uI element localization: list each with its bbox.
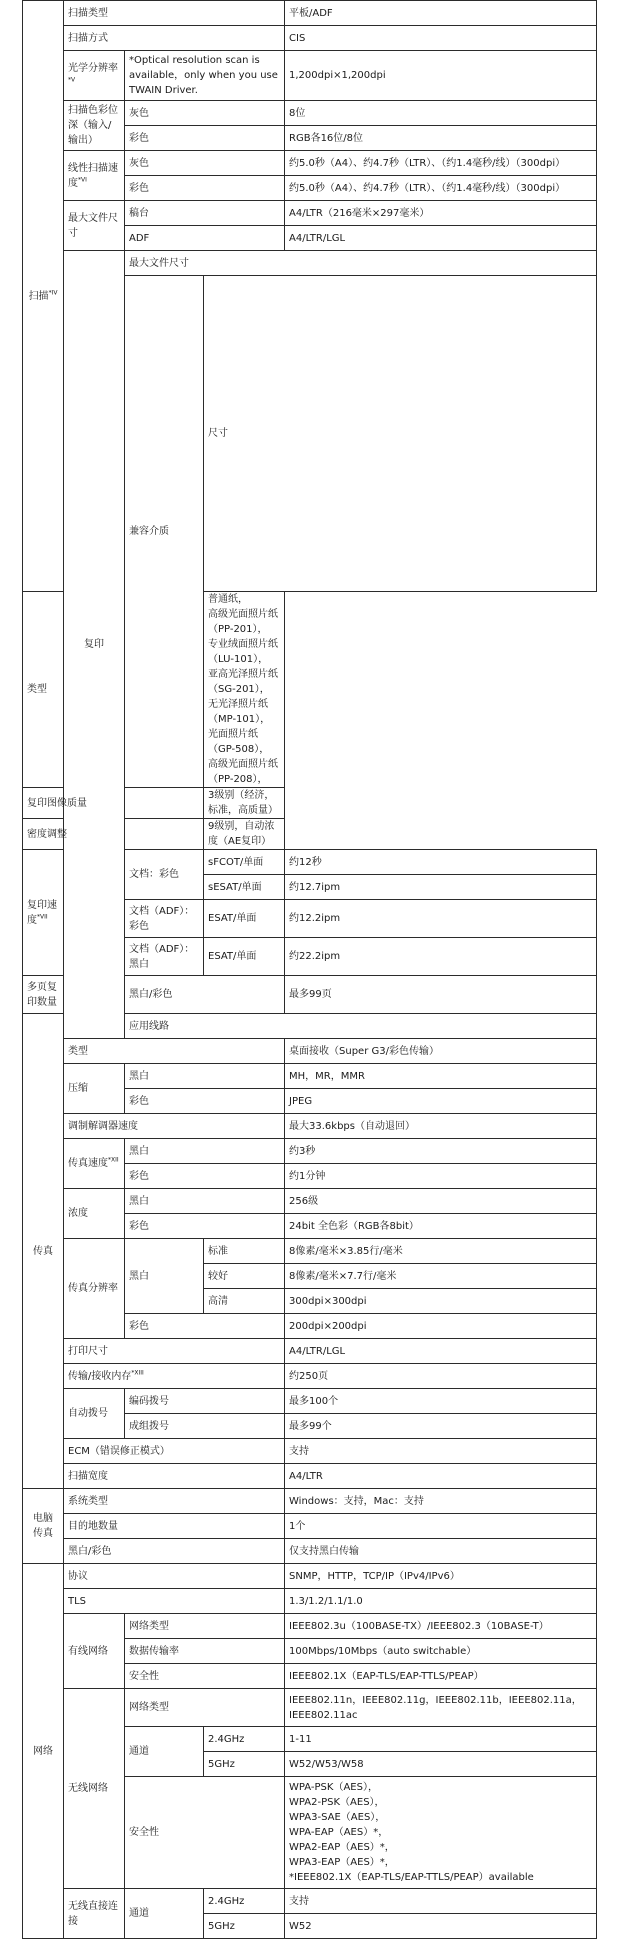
row-value: W52 — [285, 1914, 597, 1939]
row-value: 最多99个 — [285, 1414, 597, 1439]
row-value: W52/W53/W58 — [285, 1752, 597, 1777]
row-value: 约5.0秒（A4）、约4.7秒（LTR）、（约1.4毫秒/线）（300dpi） — [285, 176, 597, 201]
table-row — [23, 1239, 597, 1264]
sub-label: 较好 — [204, 1264, 285, 1289]
row-value: 1-11 — [285, 1727, 597, 1752]
row-value: 8位 — [285, 101, 597, 126]
sub-label: 安全性 — [125, 1664, 285, 1689]
sub-label: 黑白 — [125, 1239, 204, 1314]
row-label: 密度调整 — [23, 819, 204, 850]
row-value: JPEG — [285, 1089, 597, 1114]
table-row — [23, 1889, 597, 1914]
row-value: A4/LTR/LGL — [285, 226, 597, 251]
table-row — [23, 1139, 597, 1164]
sub-label: 成组拨号 — [125, 1414, 285, 1439]
sub-label: 尺寸 — [204, 276, 597, 592]
row-label — [64, 51, 125, 101]
row-value: 约3秒 — [285, 1139, 597, 1164]
row-value: IEEE802.11n，IEEE802.11g，IEEE802.11b，IEEE802.11a，IEEE802.11ac — [285, 1689, 597, 1727]
sub-label: 数据传输率 — [125, 1639, 285, 1664]
table-row — [23, 201, 597, 226]
sub-label: 2.4GHz — [204, 1727, 285, 1752]
table-row — [23, 1439, 597, 1464]
row-value: 8像素/毫米×3.85行/毫米 — [285, 1239, 597, 1264]
row-value: MH，MR，MMR — [285, 1064, 597, 1089]
row-label: 复印图像质量 — [23, 788, 204, 819]
row-value: 1.3/1.2/1.1/1.0 — [285, 1589, 597, 1614]
row-label: TLS — [64, 1589, 285, 1614]
table-row — [23, 1339, 597, 1364]
row-value: 最大33.6kbps（自动退回） — [285, 1114, 597, 1139]
sub-label: 黑白 — [125, 1139, 285, 1164]
row-value: SNMP，HTTP，TCP/IP（IPv4/IPv6） — [285, 1564, 597, 1589]
table-row — [23, 1689, 597, 1727]
row-label: 传真分辨率 — [64, 1239, 125, 1339]
row-value: A4/LTR（216毫米×297毫米） — [285, 201, 597, 226]
row-value: 9级别，自动浓度（AE复印） — [204, 819, 285, 850]
row-value: 300dpi×300dpi — [285, 1289, 597, 1314]
sub-label: 标准 — [204, 1239, 285, 1264]
row-label: 最大文件尺寸 — [125, 251, 597, 276]
row-label: 扫描宽度 — [64, 1464, 285, 1489]
sub-label: 编码拨号 — [125, 1389, 285, 1414]
row-label: 打印尺寸 — [64, 1339, 285, 1364]
sub-label: 黑白 — [125, 1064, 285, 1089]
table-row — [23, 101, 597, 126]
row-label: 系统类型 — [64, 1489, 285, 1514]
row-value: 约22.2ipm — [285, 938, 597, 976]
row-value: IEEE802.1X（EAP-TLS/EAP-TTLS/PEAP） — [285, 1664, 597, 1689]
sub-label: 黑白 — [125, 1189, 285, 1214]
row-label — [64, 151, 125, 201]
label-text: 光学分辨率 — [68, 62, 118, 74]
row-value: 约12.2ipm — [285, 900, 597, 938]
row-value: CIS — [285, 26, 597, 51]
table-row — [23, 151, 597, 176]
table-row — [23, 1364, 597, 1389]
row-label: 有线网络 — [64, 1614, 125, 1689]
row-label: 目的地数量 — [64, 1514, 285, 1539]
row-label: 无线直接连接 — [64, 1889, 125, 1939]
table-row — [23, 592, 597, 788]
row-label: 应用线路 — [125, 1014, 597, 1039]
row-label: 扫描类型 — [64, 1, 285, 26]
table-row — [23, 1539, 597, 1564]
footnote-mark: *IV — [48, 289, 58, 297]
sub-label: ESAT/单面 — [204, 938, 285, 976]
sub-label: 2.4GHz — [204, 1889, 285, 1914]
sub-label: 彩色 — [125, 176, 285, 201]
sub-label: 灰色 — [125, 101, 285, 126]
sub-label: 文档：彩色 — [125, 850, 204, 900]
row-label: ECM（错误修正模式） — [64, 1439, 285, 1464]
row-label: 扫描色彩位深（输入/输出） — [64, 101, 125, 151]
row-value: 仅支持黑白传输 — [285, 1539, 597, 1564]
sub-label: 网络类型 — [125, 1689, 285, 1727]
section-copy: 复印 — [64, 251, 125, 1039]
row-value: 24bit 全色彩（RGB各8bit） — [285, 1214, 597, 1239]
row-label: 黑白/彩色 — [64, 1539, 285, 1564]
sub-label: 网络类型 — [125, 1614, 285, 1639]
sub-label: 文档（ADF）：黑白 — [125, 938, 204, 976]
sub-label: 彩色 — [125, 1314, 285, 1339]
row-value: 8像素/毫米×7.7行/毫米 — [285, 1264, 597, 1289]
section-label: 扫描 — [28, 290, 49, 302]
row-value: 约250页 — [285, 1364, 597, 1389]
row-label: 类型 — [64, 1039, 285, 1064]
sub-label: 彩色 — [125, 1214, 285, 1239]
row-label: 自动拨号 — [64, 1389, 125, 1439]
table-row — [23, 1464, 597, 1489]
label-text: 线性扫描速度 — [68, 162, 118, 189]
row-value: 支持 — [285, 1439, 597, 1464]
row-label — [23, 850, 64, 976]
table-row — [23, 1614, 597, 1639]
sub-label: 5GHz — [204, 1752, 285, 1777]
sub-label: 彩色 — [125, 126, 285, 151]
table-row — [23, 1564, 597, 1589]
row-value: 约12秒 — [285, 850, 597, 875]
row-value: 最多100个 — [285, 1389, 597, 1414]
sub-label: sESAT/单面 — [204, 875, 285, 900]
row-label: 多页复印数量 — [23, 976, 64, 1014]
row-value: IEEE802.3u（100BASE-TX）/IEEE802.3（10BASE-T） — [285, 1614, 597, 1639]
row-note: *Optical resolution scan is available，only when you use TWAIN Driver. — [125, 51, 285, 101]
sub-label: 5GHz — [204, 1914, 285, 1939]
row-value: 最多99页 — [285, 976, 597, 1014]
footnote-mark: *XIII — [131, 1369, 144, 1377]
row-value: A4/LTR/LGL — [285, 1339, 597, 1364]
row-value: RGB各16位/8位 — [285, 126, 597, 151]
section-network: 网络 — [23, 1564, 64, 1939]
section-pc-fax: 电脑 传真 — [23, 1489, 64, 1564]
sub-label: 类型 — [23, 592, 125, 788]
table-row — [23, 1589, 597, 1614]
row-value: 100Mbps/10Mbps（auto switchable） — [285, 1639, 597, 1664]
row-value: 1个 — [285, 1514, 597, 1539]
row-value: 桌面接收（Super G3/彩色传输） — [285, 1039, 597, 1064]
footnote-mark: *VI — [78, 176, 87, 184]
table-row — [23, 1489, 597, 1514]
row-value: 约12.7ipm — [285, 875, 597, 900]
label-text: 传真速度 — [68, 1158, 108, 1169]
table-row — [23, 819, 597, 850]
row-value: 3级别（经济，标准，高质量） — [204, 788, 285, 819]
row-value: 平板/ADF — [285, 1, 597, 26]
sub-label: ESAT/单面 — [204, 900, 285, 938]
row-value: 支持 — [285, 1889, 597, 1914]
row-value: A4/LTR — [285, 1464, 597, 1489]
row-label — [64, 1139, 125, 1189]
sub-label: 安全性 — [125, 1777, 285, 1889]
row-label — [64, 1364, 285, 1389]
table-row — [23, 1064, 597, 1089]
table-row — [23, 1, 597, 26]
table-row — [23, 26, 597, 51]
row-value: 1,200dpi×1,200dpi — [285, 51, 597, 101]
table-row — [23, 1389, 597, 1414]
sub-label: ADF — [125, 226, 285, 251]
table-row — [23, 1189, 597, 1214]
row-value: Windows：支持，Mac：支持 — [285, 1489, 597, 1514]
row-label: 最大文件尺寸 — [64, 201, 125, 251]
row-label: 兼容介质 — [125, 276, 204, 788]
sub-label: 稿台 — [125, 201, 285, 226]
footnote-mark: *V — [68, 76, 76, 84]
row-value: 256级 — [285, 1189, 597, 1214]
footnote-mark: *XII — [108, 1156, 119, 1164]
label-text: 复印速度 — [27, 899, 57, 926]
row-label: 调制解调器速度 — [64, 1114, 285, 1139]
row-value: WPA-PSK（AES）， WPA2-PSK（AES）， WPA3-SAE（AES）， WPA-EAP（AES）*， WPA2-EAP（AES）*， WPA3-EAP（AES）*， *IEEE802.1X（EAP-TLS/EAP-TTLS/PEAP）available — [285, 1777, 597, 1889]
row-value: 约5.0秒（A4）、约4.7秒（LTR）、（约1.4毫秒/线）（300dpi） — [285, 151, 597, 176]
table-row — [23, 1114, 597, 1139]
table-row — [23, 1514, 597, 1539]
table-row — [23, 1039, 597, 1064]
table-row — [23, 788, 597, 819]
sub-label: sFCOT/单面 — [204, 850, 285, 875]
sub-label: 高清 — [204, 1289, 285, 1314]
sub-label: 黑白/彩色 — [125, 976, 285, 1014]
table-row — [23, 251, 597, 276]
label-text: 传输/接收内存 — [68, 1370, 132, 1382]
section-fax: 传真 — [23, 1014, 64, 1489]
row-value: 200dpi×200dpi — [285, 1314, 597, 1339]
table-row — [23, 51, 597, 101]
sub-label: 通道 — [125, 1889, 204, 1939]
sub-label: 灰色 — [125, 151, 285, 176]
row-value: 约1分钟 — [285, 1164, 597, 1189]
row-label: 协议 — [64, 1564, 285, 1589]
sub-label: 文档（ADF）：彩色 — [125, 900, 204, 938]
sub-label: 通道 — [125, 1727, 204, 1777]
section-scan — [23, 1, 64, 592]
spec-table — [22, 0, 597, 1939]
row-label: 压缩 — [64, 1064, 125, 1114]
sub-label: 彩色 — [125, 1089, 285, 1114]
row-label: 扫描方式 — [64, 26, 285, 51]
footnote-mark: *VII — [37, 913, 48, 921]
row-value: 普通纸， 高级光面照片纸（PP-201）， 专业绒面照片纸（LU-101）， 亚高光泽照片纸（SG-201）， 无光泽照片纸（MP-101）， 光面照片纸（GP-508）， 高级光面照片纸（PP-208）， — [204, 592, 285, 788]
row-label: 浓度 — [64, 1189, 125, 1239]
row-label: 无线网络 — [64, 1689, 125, 1889]
sub-label: 彩色 — [125, 1164, 285, 1189]
